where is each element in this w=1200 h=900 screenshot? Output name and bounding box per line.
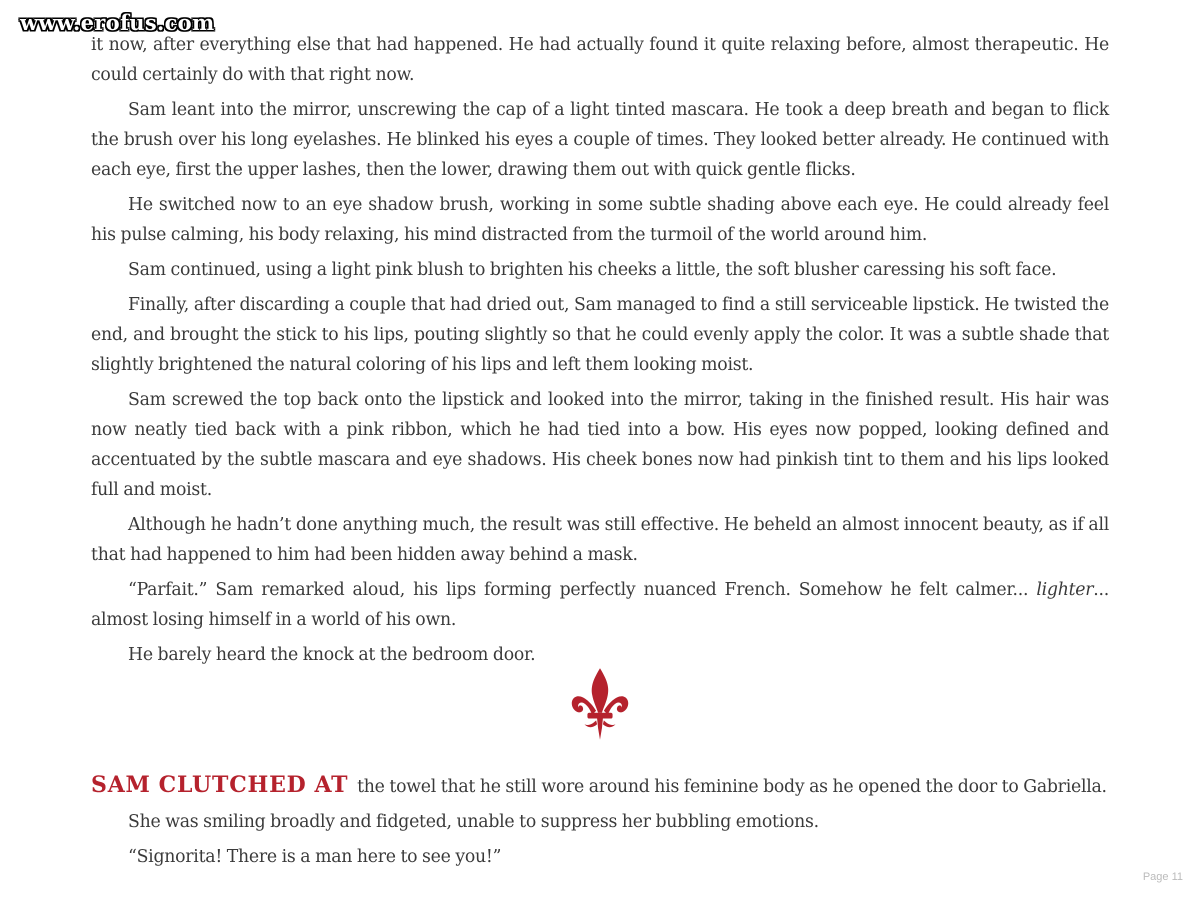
paragraph: Finally, after discarding a couple that had dried out, Sam managed to find a still serviceable lipstick. He twisted the end, and brought the stick to his lips, pouting slightly so that he could evenly apply the color. It was a subtle shade that slightly brightened the natural coloring of his lips and left them looking moist. xyxy=(91,295,1109,375)
page-number: Page 11 xyxy=(1142,871,1183,883)
text-run: “Parfait.” Sam remarked aloud, his lips forming perfectly nuanced French. Somehow he felt calmer... xyxy=(128,580,1037,600)
paragraph: He barely heard the knock at the bedroom door. xyxy=(128,645,536,665)
paragraph: He switched now to an eye shadow brush, working in some subtle shading above each eye. He could already feel his pulse calming, his body relaxing, his mind distracted from the turmoil of the world around him. xyxy=(91,195,1109,245)
paragraph: “Signorita! There is a man here to see you!” xyxy=(128,847,502,867)
section-text xyxy=(91,770,1109,877)
italic-text: lighter xyxy=(1036,580,1094,600)
paragraph: Sam leant into the mirror, unscrewing the cap of a light tinted mascara. He took a deep breath and began to flick the brush over his long eyelashes. He blinked his eyes a couple of times. They looked better already. He continued with each eye, first the upper lashes, then the lower, drawing them out with quick gentle flicks. xyxy=(91,100,1109,180)
paragraph: Sam continued, using a light pink blush to brighten his cheeks a little, the soft blusher caressing his soft face. xyxy=(128,260,1057,280)
section-dropcap: SAM CLUTCHED AT xyxy=(91,772,349,798)
watermark: www.erofus.com xyxy=(20,10,215,35)
fleur-de-lis-icon xyxy=(571,668,629,740)
section-opening-paragraph xyxy=(91,770,1109,802)
text-run: ... almost losing himself in a world of his own. xyxy=(91,580,1109,630)
paragraph: Sam screwed the top back onto the lipstick and looked into the mirror, taking in the finished result. His hair was now neatly tied back with a pink ribbon, which he had tied into a bow. His eyes now popped, looking defined and accentuated by the subtle mascara and eye shadows. His cheek bones now had pinkish tint to them and his lips looked full and moist. xyxy=(91,390,1109,500)
paragraph: She was smiling broadly and fidgeted, unable to suppress her bubbling emotions. xyxy=(128,812,819,832)
paragraph-parfait xyxy=(91,575,1109,635)
paragraph: it now, after everything else that had happened. He had actually found it quite relaxing before, almost therapeutic. He could certainly do with that right now. xyxy=(91,35,1109,85)
paragraph: Although he hadn’t done anything much, the result was still effective. He beheld an almost innocent beauty, as if all that had happened to him had been hidden away behind a mask. xyxy=(91,515,1109,565)
main-text xyxy=(91,30,1109,675)
text-run: the towel that he still wore around his feminine body as he opened the door to Gabriella. xyxy=(352,777,1107,797)
